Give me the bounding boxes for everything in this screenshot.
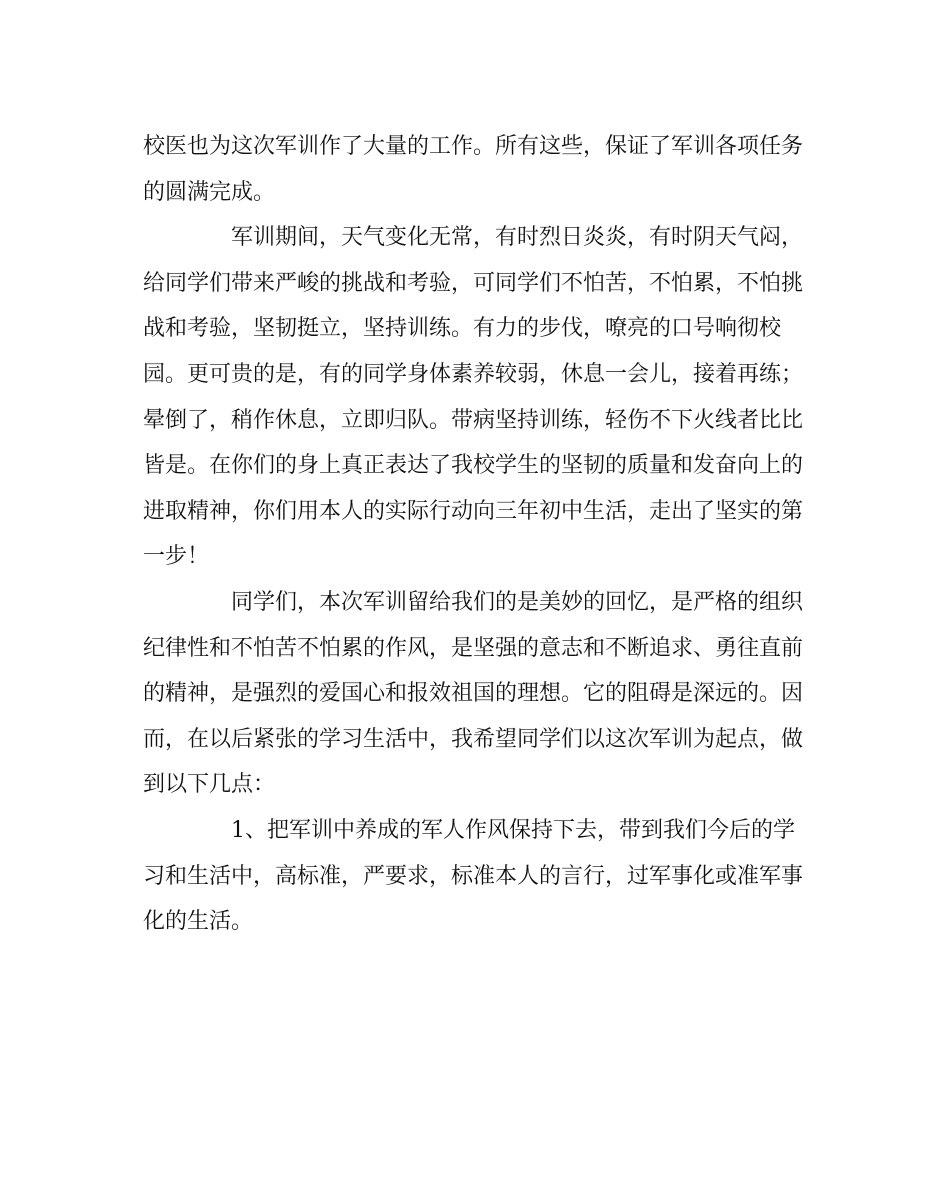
text-line: 一步！ — [143, 544, 210, 570]
text-line: 进取精神，你们用本人的实际行动向三年初中生活，走出了坚实的第 — [143, 498, 804, 524]
text-line: 的精神，是强烈的爱国心和报效祖国的理想。它的阻碍是深远的。因 — [143, 681, 804, 707]
paragraph-continuation — [143, 124, 803, 215]
text-line: 习和生活中，高标准，严要求，标准本人的言行，过军事化或准军事 — [143, 863, 804, 889]
text-line: 校医也为这次军训作了大量的工作。所有这些，保证了军训各项任务 — [143, 134, 804, 159]
document-body — [143, 124, 803, 945]
text-line: 的圆满完成。 — [143, 179, 276, 205]
text-line: 给同学们带来严峻的挑战和考验，可同学们不怕苦，不怕累，不怕挑 — [143, 270, 804, 296]
text-line: 化的生活。 — [143, 909, 254, 935]
paragraph-weather — [143, 215, 803, 580]
paragraph-memories — [143, 580, 803, 808]
text-line: 而，在以后紧张的学习生活中，我希望同学们以这次军训为起点，做 — [143, 726, 804, 752]
text-line: 战和考验，坚韧挺立，坚持训练。有力的步伐，嘹亮的口号响彻校 — [143, 316, 782, 342]
text-line: 晕倒了，稍作休息，立即归队。带病坚持训练，轻伤不下火线者比比 — [143, 407, 804, 433]
paragraph-point-1 — [143, 808, 803, 945]
text-line: 纪律性和不怕苦不怕累的作风，是坚强的意志和不断追求、勇往直前 — [143, 635, 804, 661]
text-line: 同学们，本次军训留给我们的是美妙的回忆，是严格的组织 — [231, 589, 804, 615]
text-line: 到以下几点： — [143, 772, 276, 798]
text-line: 园。更可贵的是，有的同学身体素养较弱，休息一会儿，接着再练； — [143, 361, 804, 387]
text-line: 军训期间，天气变化无常，有时烈日炎炎，有时阴天气闷， — [231, 225, 804, 251]
text-line: 1、把军训中养成的军人作风保持下去，带到我们今后的学 — [231, 817, 795, 843]
text-line: 皆是。在你们的身上真正表达了我校学生的坚韧的质量和发奋向上的 — [143, 453, 804, 479]
